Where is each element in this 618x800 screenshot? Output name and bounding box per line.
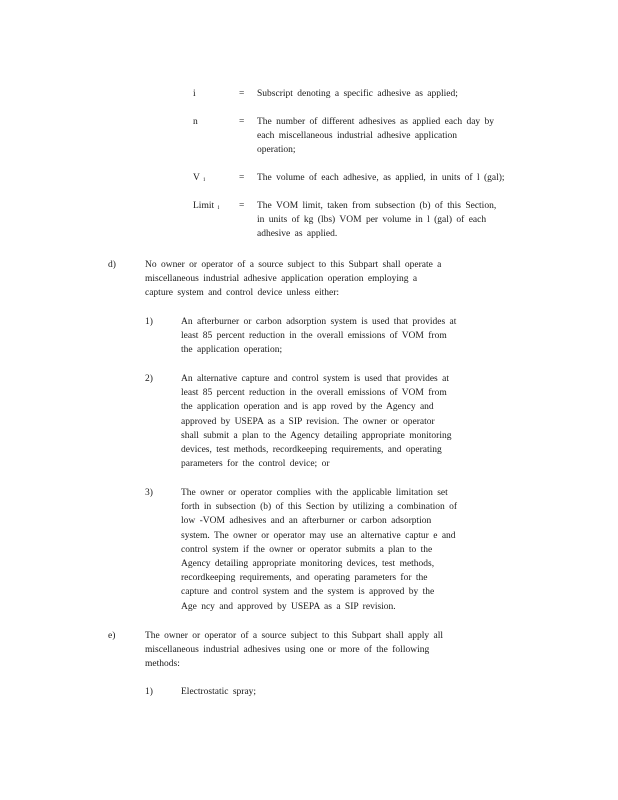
item-label: 1) <box>145 687 153 697</box>
item-text-line: shall submit a plan to the Agency detailing appropriate monitoring <box>181 430 452 441</box>
item-text-line: forth in subsection (b) of this Section by utilizing a combination of <box>181 502 458 513</box>
section-label: e) <box>108 631 116 641</box>
item-text-line: the application operation and is app roved by the Agency and <box>181 402 434 413</box>
definition-text-line: Subscript denoting a specific adhesive as applied; <box>257 89 458 99</box>
item-text-line: least 85 percent reduction in the overall emissions of VOM from <box>181 388 447 399</box>
item-text-line: devices, test methods, recordkeeping requirements, and operating <box>181 445 442 455</box>
item-text-line: Electrostatic spray; <box>181 687 257 697</box>
definition-symbol: i <box>193 89 196 99</box>
definition-text-line: each miscellaneous industrial adhesive application <box>257 131 458 142</box>
definition-text-line: The number of different adhesives as applied each day by <box>257 117 495 127</box>
item-label: 1) <box>145 317 153 327</box>
item-text-line: control system if the owner or operator submits a plan to the <box>181 544 433 555</box>
definition-symbol: Limit i <box>193 201 220 211</box>
item-text-line: An alternative capture and control system is used that provides at <box>181 374 449 384</box>
definition-subscript: i <box>199 177 206 183</box>
section-text-line: methods: <box>145 659 180 670</box>
item-label: 3) <box>145 488 153 498</box>
item-text-line: low -VOM adhesives and an afterburner or carbon adsorption <box>181 516 432 527</box>
section-text-line: miscellaneous industrial adhesive application operation employing a <box>145 274 418 285</box>
item-text-line: least 85 percent reduction in the overall emissions of VOM from <box>181 331 447 342</box>
definition-text-line: The volume of each adhesive, as applied, in units of l (gal); <box>257 173 505 183</box>
definition-subscript: i <box>214 205 220 211</box>
item-text-line: An afterburner or carbon adsorption system is used that provides at <box>181 317 457 327</box>
item-text-line: Agency detailing appropriate monitoring devices, test methods, <box>181 559 435 569</box>
item-text-line: Age ncy and approved by USEPA as a SIP revision. <box>181 601 396 612</box>
item-text-line: system. The owner or operator may use an alternative captur e and <box>181 530 456 541</box>
section-text-line: No owner or operator of a source subject to this Subpart shall operate a <box>145 260 442 270</box>
definition-text-line: The VOM limit, taken from subsection (b) of this Section, <box>257 201 497 211</box>
definition-equals: = <box>239 201 245 211</box>
definition-equals: = <box>239 173 245 183</box>
section-label: d) <box>108 260 116 270</box>
section-text-line: The owner or operator of a source subject to this Subpart shall apply all <box>145 631 443 641</box>
item-text-line: parameters for the control device; or <box>181 459 330 470</box>
item-text-line: capture and control system and the system is approved by the <box>181 587 435 598</box>
definition-text-line: adhesive as applied. <box>257 229 338 240</box>
section-text-line: miscellaneous industrial adhesives using one or more of the following <box>145 645 430 656</box>
definition-symbol: V i <box>193 173 206 183</box>
definition-text-line: in units of kg (lbs) VOM per volume in l (gal) of each <box>257 215 487 226</box>
definition-equals: = <box>239 117 245 127</box>
item-text-line: The owner or operator complies with the applicable limitation set <box>181 488 448 498</box>
item-text-line: approved by USEPA as a SIP revision. The owner or operator <box>181 416 435 427</box>
item-text-line: recordkeeping requirements, and operating parameters for the <box>181 573 428 584</box>
definition-equals: = <box>239 89 245 99</box>
item-text-line: the application operation; <box>181 345 283 356</box>
definition-text-line: operation; <box>257 145 296 156</box>
item-label: 2) <box>145 374 153 384</box>
section-text-line: capture system and control device unless either: <box>145 288 340 299</box>
definition-symbol: n <box>193 117 198 127</box>
